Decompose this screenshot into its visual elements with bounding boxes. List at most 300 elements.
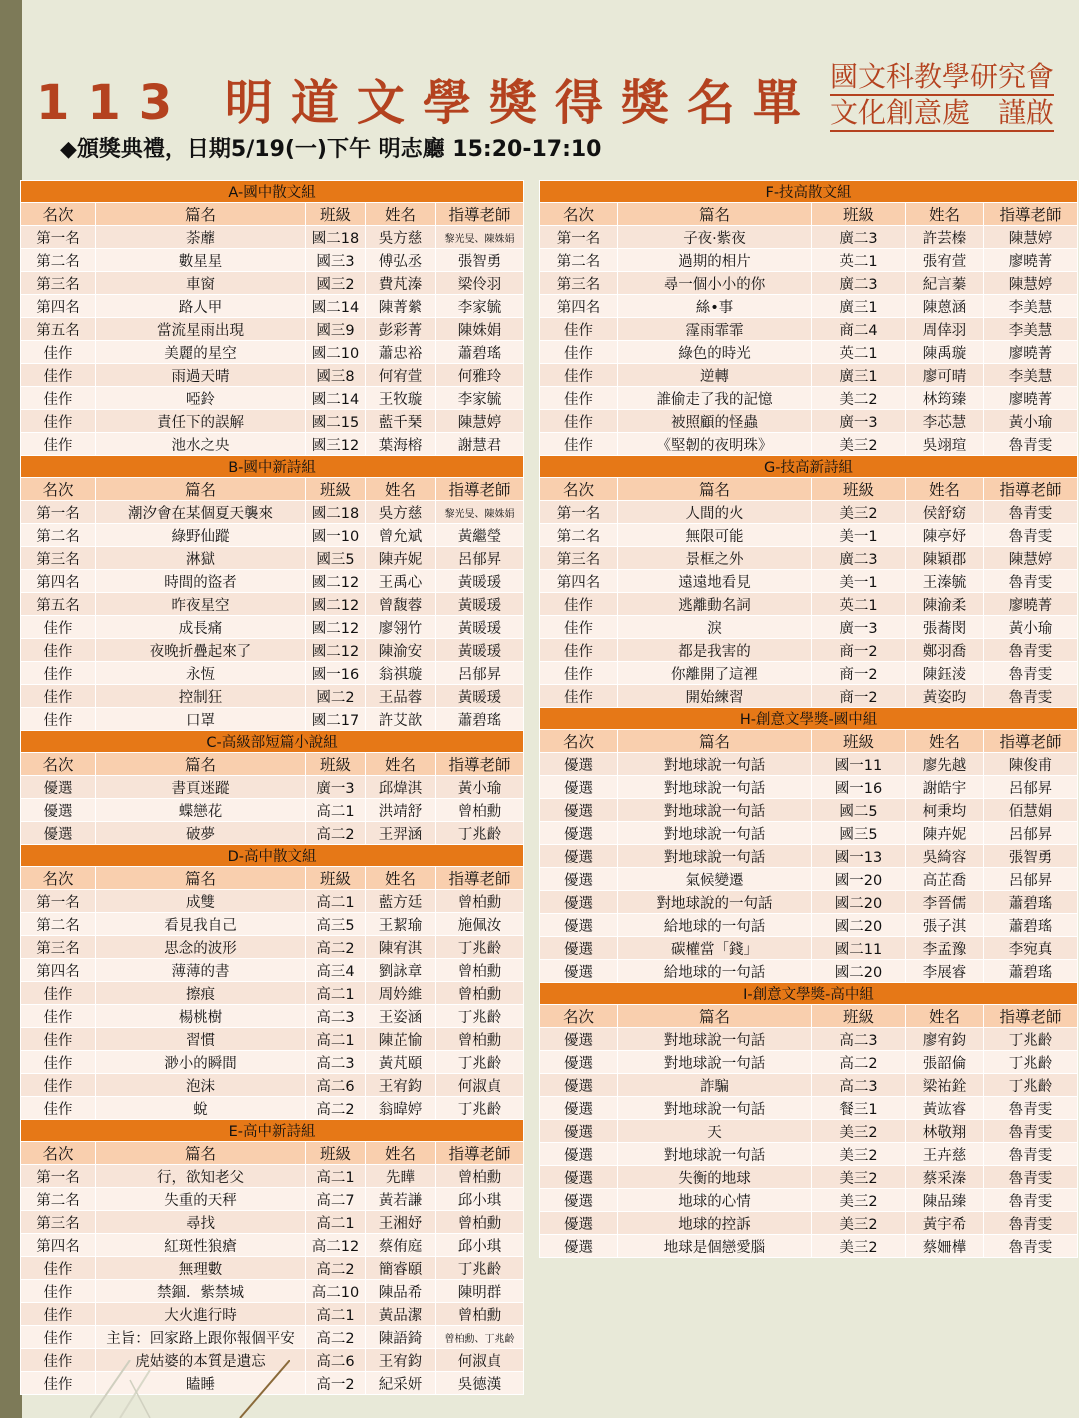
section-title: E-高中新詩組 (21, 1120, 524, 1142)
column-header-work: 篇名 (618, 478, 812, 501)
student-name-cell: 王絜瑜 (366, 913, 436, 936)
work-title-cell: 詐騙 (618, 1074, 812, 1097)
work-title-cell: 子夜·紫夜 (618, 226, 812, 249)
student-name-cell: 廖先越 (906, 753, 984, 776)
column-header-work: 篇名 (618, 203, 812, 226)
class-cell: 國二20 (812, 914, 906, 937)
rank-cell: 優選 (540, 868, 618, 891)
rank-cell: 佳作 (540, 593, 618, 616)
teacher-cell: 黎光旻、陳姝娟 (436, 501, 524, 524)
student-name-cell: 周妗維 (366, 982, 436, 1005)
teacher-cell: 丁兆齡 (436, 1051, 524, 1074)
teacher-cell: 呂郁昇 (984, 822, 1078, 845)
table-row (540, 1074, 1078, 1097)
teacher-cell: 陳慧婷 (984, 226, 1078, 249)
column-header-work: 篇名 (96, 867, 306, 890)
class-cell: 國一13 (812, 845, 906, 868)
work-title-cell: 荼蘼 (96, 226, 306, 249)
teacher-cell: 陳明群 (436, 1280, 524, 1303)
student-name-cell: 李晉儒 (906, 891, 984, 914)
rank-cell: 第二名 (540, 524, 618, 547)
rank-cell: 佳作 (21, 708, 96, 731)
column-header-rank: 名次 (540, 730, 618, 753)
student-name-cell: 翁暐婷 (366, 1097, 436, 1120)
class-cell: 高二1 (306, 1165, 366, 1188)
teacher-cell: 廖曉菁 (984, 593, 1078, 616)
teacher-cell: 黃暖瑗 (436, 685, 524, 708)
student-name-cell: 王羿涵 (366, 822, 436, 845)
column-header-name: 姓名 (906, 203, 984, 226)
rank-cell: 優選 (540, 753, 618, 776)
class-cell: 國二14 (306, 295, 366, 318)
student-name-cell: 王品蓉 (366, 685, 436, 708)
rank-cell: 第三名 (21, 272, 96, 295)
rank-cell: 第一名 (21, 501, 96, 524)
rank-cell: 佳作 (540, 341, 618, 364)
work-title-cell: 逃離動名詞 (618, 593, 812, 616)
work-title-cell: 責任下的誤解 (96, 410, 306, 433)
rank-cell: 第二名 (21, 913, 96, 936)
student-name-cell: 陳芷愉 (366, 1028, 436, 1051)
table-row (540, 547, 1078, 570)
work-title-cell: 時間的盜者 (96, 570, 306, 593)
rank-cell: 優選 (540, 776, 618, 799)
class-cell: 國二5 (812, 799, 906, 822)
work-title-cell: 對地球說一句話 (618, 799, 812, 822)
student-name-cell: 陳語錡 (366, 1326, 436, 1349)
student-name-cell: 蔡侑庭 (366, 1234, 436, 1257)
rank-cell: 優選 (540, 1074, 618, 1097)
work-title-cell: 地球的控訴 (618, 1212, 812, 1235)
class-cell: 廣一3 (812, 410, 906, 433)
student-name-cell: 先瞱 (366, 1165, 436, 1188)
teacher-cell: 魯青雯 (984, 1097, 1078, 1120)
student-name-cell: 陳鈺淩 (906, 662, 984, 685)
class-cell: 商一2 (812, 639, 906, 662)
column-header-class: 班級 (812, 203, 906, 226)
class-cell: 高二2 (306, 1257, 366, 1280)
class-cell: 廣三1 (812, 364, 906, 387)
rank-cell: 佳作 (540, 364, 618, 387)
work-title-cell: 習慣 (96, 1028, 306, 1051)
student-name-cell: 王牧璇 (366, 387, 436, 410)
work-title-cell: 昨夜星空 (96, 593, 306, 616)
class-cell: 高二6 (306, 1349, 366, 1372)
rank-cell: 優選 (540, 914, 618, 937)
rank-cell: 第一名 (21, 226, 96, 249)
table-row (540, 1051, 1078, 1074)
rank-cell: 第四名 (21, 1234, 96, 1257)
column-header-work: 篇名 (96, 1142, 306, 1165)
student-name-cell: 黃姿昀 (906, 685, 984, 708)
class-cell: 國一20 (812, 868, 906, 891)
column-header-work: 篇名 (618, 1005, 812, 1028)
class-cell: 高二1 (306, 890, 366, 913)
teacher-cell: 黎光旻、陳姝娟 (436, 226, 524, 249)
left-column (20, 180, 523, 1395)
work-title-cell: 對地球說一句話 (618, 1028, 812, 1051)
class-cell: 國一16 (306, 662, 366, 685)
work-title-cell: 口罩 (96, 708, 306, 731)
teacher-cell: 曾柏勳 (436, 1028, 524, 1051)
column-header-name: 姓名 (366, 753, 436, 776)
class-cell: 國二20 (812, 891, 906, 914)
teacher-cell: 謝慧君 (436, 433, 524, 456)
rank-cell: 第三名 (21, 547, 96, 570)
section-header-row (21, 1120, 524, 1142)
class-cell: 廣二3 (812, 226, 906, 249)
class-cell: 國三3 (306, 249, 366, 272)
column-header-class: 班級 (812, 1005, 906, 1028)
class-cell: 廣一3 (306, 776, 366, 799)
work-title-cell: 遠遠地看見 (618, 570, 812, 593)
work-title-cell: 蝶戀花 (96, 799, 306, 822)
class-cell: 高二1 (306, 1211, 366, 1234)
rank-cell: 優選 (540, 1143, 618, 1166)
table-row (21, 1005, 524, 1028)
work-title-cell: 大火進行時 (96, 1303, 306, 1326)
column-header-row (21, 1142, 524, 1165)
table-row (21, 662, 524, 685)
student-name-cell: 陳菁縈 (366, 295, 436, 318)
section-header-row (21, 731, 524, 753)
teacher-cell: 蕭碧瑤 (984, 914, 1078, 937)
rank-cell: 優選 (540, 1212, 618, 1235)
work-title-cell: 尋一個小小的你 (618, 272, 812, 295)
work-title-cell: 渺小的瞬間 (96, 1051, 306, 1074)
class-cell: 廣二3 (812, 272, 906, 295)
table-row (21, 341, 524, 364)
teacher-cell: 李美慧 (984, 364, 1078, 387)
teacher-cell: 何雅玲 (436, 364, 524, 387)
class-cell: 高三4 (306, 959, 366, 982)
table-row (540, 868, 1078, 891)
teacher-cell: 廖曉菁 (984, 387, 1078, 410)
section-header-row (540, 181, 1078, 203)
class-cell: 國二10 (306, 341, 366, 364)
work-title-cell: 失衡的地球 (618, 1166, 812, 1189)
teacher-cell: 邱小琪 (436, 1188, 524, 1211)
work-title-cell: 夜晚折疊起來了 (96, 639, 306, 662)
work-title-cell: 潮汐會在某個夏天襲來 (96, 501, 306, 524)
student-name-cell: 林筠臻 (906, 387, 984, 410)
table-row (21, 1280, 524, 1303)
teacher-cell: 黃暖瑗 (436, 616, 524, 639)
class-cell: 高二2 (306, 1326, 366, 1349)
rank-cell: 優選 (540, 937, 618, 960)
table-row (21, 890, 524, 913)
class-cell: 國一11 (812, 753, 906, 776)
class-cell: 英二1 (812, 341, 906, 364)
work-title-cell: 書頁迷蹤 (96, 776, 306, 799)
student-name-cell: 謝皓宇 (906, 776, 984, 799)
teacher-cell: 呂郁昇 (436, 662, 524, 685)
work-title-cell: 對地球說一句話 (618, 776, 812, 799)
work-title-cell: 地球是個戀愛腦 (618, 1235, 812, 1258)
rank-cell: 優選 (21, 822, 96, 845)
table-row (540, 822, 1078, 845)
column-header-work: 篇名 (96, 753, 306, 776)
student-name-cell: 許艾歆 (366, 708, 436, 731)
student-name-cell: 張子淇 (906, 914, 984, 937)
class-cell: 高二6 (306, 1074, 366, 1097)
class-cell: 高二1 (306, 1028, 366, 1051)
left-decorative-bar (0, 0, 22, 1418)
table-row (540, 433, 1078, 456)
student-name-cell: 傅弘丞 (366, 249, 436, 272)
table-row (540, 364, 1078, 387)
class-cell: 高二2 (306, 936, 366, 959)
work-title-cell: 你離開了這裡 (618, 662, 812, 685)
rank-cell: 佳作 (21, 639, 96, 662)
section-header-row (21, 845, 524, 867)
teacher-cell: 吳德漢 (436, 1372, 524, 1395)
table-row (540, 295, 1078, 318)
column-header-rank: 名次 (21, 753, 96, 776)
column-header-row (21, 478, 524, 501)
student-name-cell: 陳渝安 (366, 639, 436, 662)
rank-cell: 優選 (540, 1189, 618, 1212)
class-cell: 國二14 (306, 387, 366, 410)
student-name-cell: 翁祺璇 (366, 662, 436, 685)
table-row (540, 891, 1078, 914)
student-name-cell: 葉海榕 (366, 433, 436, 456)
student-name-cell: 高芷喬 (906, 868, 984, 891)
rank-cell: 優選 (540, 1235, 618, 1258)
work-title-cell: 對地球說一句話 (618, 1143, 812, 1166)
table-row (540, 501, 1078, 524)
column-header-name: 姓名 (906, 1005, 984, 1028)
student-name-cell: 王溱毓 (906, 570, 984, 593)
teacher-cell: 李美慧 (984, 318, 1078, 341)
teacher-cell: 丁兆齡 (436, 1097, 524, 1120)
page-header (30, 60, 1070, 170)
organizer-line-2: 文化創意處 謹啟 (830, 96, 1054, 132)
teacher-cell: 丁兆齡 (984, 1028, 1078, 1051)
table-row (540, 1143, 1078, 1166)
table-row (21, 685, 524, 708)
teacher-cell: 蕭碧瑤 (436, 708, 524, 731)
table-row (21, 318, 524, 341)
student-name-cell: 黃芃頤 (366, 1051, 436, 1074)
student-name-cell: 陳亭妤 (906, 524, 984, 547)
student-name-cell: 彭彩菁 (366, 318, 436, 341)
class-cell: 國一10 (306, 524, 366, 547)
table-row (540, 799, 1078, 822)
class-cell: 高二3 (812, 1028, 906, 1051)
column-header-row (21, 867, 524, 890)
work-title-cell: 誰偷走了我的記憶 (618, 387, 812, 410)
class-cell: 國二2 (306, 685, 366, 708)
student-name-cell: 藍千琹 (366, 410, 436, 433)
student-name-cell: 侯舒窈 (906, 501, 984, 524)
rank-cell: 第一名 (540, 226, 618, 249)
teacher-cell: 何淑貞 (436, 1074, 524, 1097)
class-cell: 國二20 (812, 960, 906, 983)
student-name-cell: 柯秉均 (906, 799, 984, 822)
work-title-cell: 永恆 (96, 662, 306, 685)
teacher-cell: 陳慧婷 (984, 547, 1078, 570)
rank-cell: 佳作 (21, 982, 96, 1005)
work-title-cell: 對地球說一句話 (618, 753, 812, 776)
rank-cell: 優選 (540, 845, 618, 868)
work-title-cell: 過期的相片 (618, 249, 812, 272)
rank-cell: 佳作 (21, 387, 96, 410)
teacher-cell: 黃小瑜 (984, 410, 1078, 433)
teacher-cell: 李美慧 (984, 295, 1078, 318)
class-cell: 美一1 (812, 524, 906, 547)
teacher-cell: 魯青雯 (984, 1235, 1078, 1258)
column-header-teacher: 指導老師 (984, 1005, 1078, 1028)
table-row (21, 708, 524, 731)
work-title-cell: 給地球的一句話 (618, 960, 812, 983)
table-row (540, 616, 1078, 639)
rank-cell: 佳作 (21, 1257, 96, 1280)
class-cell: 國二15 (306, 410, 366, 433)
table-row (21, 1074, 524, 1097)
column-header-name: 姓名 (366, 867, 436, 890)
student-name-cell: 蔡采溱 (906, 1166, 984, 1189)
work-title-cell: 主旨：回家路上跟你報個平安 (96, 1326, 306, 1349)
class-cell: 美一1 (812, 570, 906, 593)
teacher-cell: 丁兆齡 (436, 1257, 524, 1280)
column-header-class: 班級 (306, 1142, 366, 1165)
work-title-cell: 蛻 (96, 1097, 306, 1120)
student-name-cell: 蔡姍樺 (906, 1235, 984, 1258)
table-row (540, 845, 1078, 868)
class-cell: 商一2 (812, 685, 906, 708)
column-header-rank: 名次 (21, 203, 96, 226)
work-title-cell: 給地球的一句話 (618, 914, 812, 937)
column-header-rank: 名次 (21, 867, 96, 890)
work-title-cell: 當流星雨出現 (96, 318, 306, 341)
student-name-cell: 吳方慈 (366, 226, 436, 249)
class-cell: 國二18 (306, 501, 366, 524)
work-title-cell: 成長痛 (96, 616, 306, 639)
table-row (540, 1235, 1078, 1258)
table-row (21, 913, 524, 936)
table-row (21, 982, 524, 1005)
table-row (21, 364, 524, 387)
work-title-cell: 淋獄 (96, 547, 306, 570)
table-row (21, 1303, 524, 1326)
section-header-row (540, 456, 1078, 478)
teacher-cell: 黃暖瑗 (436, 639, 524, 662)
table-row (21, 501, 524, 524)
student-name-cell: 王卉慈 (906, 1143, 984, 1166)
class-cell: 廣二3 (812, 547, 906, 570)
student-name-cell: 何宥萱 (366, 364, 436, 387)
column-header-name: 姓名 (366, 203, 436, 226)
class-cell: 廣一3 (812, 616, 906, 639)
rank-cell: 第五名 (21, 318, 96, 341)
teacher-cell: 黃暖瑗 (436, 570, 524, 593)
class-cell: 國三5 (812, 822, 906, 845)
work-title-cell: 地球的心情 (618, 1189, 812, 1212)
teacher-cell: 曾柏勳 (436, 890, 524, 913)
table-row (540, 1120, 1078, 1143)
student-name-cell: 陳宥淇 (366, 936, 436, 959)
class-cell: 國二12 (306, 593, 366, 616)
table-row (21, 433, 524, 456)
rank-cell: 第一名 (21, 1165, 96, 1188)
class-cell: 美三2 (812, 1235, 906, 1258)
rank-cell: 第二名 (21, 1188, 96, 1211)
class-cell: 高二1 (306, 982, 366, 1005)
teacher-cell: 黃繼瑩 (436, 524, 524, 547)
rank-cell: 佳作 (540, 616, 618, 639)
rank-cell: 佳作 (540, 318, 618, 341)
teacher-cell: 丁兆齡 (984, 1074, 1078, 1097)
student-name-cell: 黃宇希 (906, 1212, 984, 1235)
work-title-cell: 都是我害的 (618, 639, 812, 662)
work-title-cell: 破夢 (96, 822, 306, 845)
column-header-work: 篇名 (96, 203, 306, 226)
rank-cell: 佳作 (21, 1326, 96, 1349)
column-header-name: 姓名 (906, 730, 984, 753)
class-cell: 國三2 (306, 272, 366, 295)
student-name-cell: 廖宥鈞 (906, 1028, 984, 1051)
teacher-cell: 曾柏勳 (436, 799, 524, 822)
student-name-cell: 梁祐銓 (906, 1074, 984, 1097)
teacher-cell: 丁兆齡 (436, 822, 524, 845)
table-row (21, 1257, 524, 1280)
class-cell: 國二18 (306, 226, 366, 249)
table-row (21, 1097, 524, 1120)
teacher-cell: 魯青雯 (984, 639, 1078, 662)
column-header-teacher: 指導老師 (436, 203, 524, 226)
student-name-cell: 張宥萱 (906, 249, 984, 272)
work-title-cell: 數星星 (96, 249, 306, 272)
rank-cell: 優選 (540, 1028, 618, 1051)
rank-cell: 佳作 (21, 662, 96, 685)
table-row (21, 822, 524, 845)
class-cell: 高二2 (812, 1051, 906, 1074)
work-title-cell: 楊桃樹 (96, 1005, 306, 1028)
teacher-cell: 曾柏勳 (436, 1211, 524, 1234)
work-title-cell: 路人甲 (96, 295, 306, 318)
table-row (21, 547, 524, 570)
class-cell: 高二12 (306, 1234, 366, 1257)
student-name-cell: 藍方廷 (366, 890, 436, 913)
class-cell: 高一2 (306, 1372, 366, 1395)
student-name-cell: 李芯慧 (906, 410, 984, 433)
student-name-cell: 紀言蓁 (906, 272, 984, 295)
class-cell: 美三2 (812, 1166, 906, 1189)
column-header-rank: 名次 (21, 478, 96, 501)
class-cell: 美三2 (812, 433, 906, 456)
class-cell: 國二12 (306, 616, 366, 639)
rank-cell: 優選 (21, 776, 96, 799)
column-header-row (540, 730, 1078, 753)
class-cell: 高二3 (306, 1005, 366, 1028)
teacher-cell: 魯青雯 (984, 1120, 1078, 1143)
student-name-cell: 吳綺容 (906, 845, 984, 868)
teacher-cell: 魯青雯 (984, 433, 1078, 456)
class-cell: 國三9 (306, 318, 366, 341)
column-header-row (540, 478, 1078, 501)
rank-cell: 佳作 (21, 1349, 96, 1372)
teacher-cell: 呂郁昇 (436, 547, 524, 570)
table-row (540, 226, 1078, 249)
ceremony-info: ◆頒獎典禮，日期5/19(一)下午 明志廳 15:20-17:10 (60, 137, 602, 162)
work-title-cell: 成雙 (96, 890, 306, 913)
table-row (540, 570, 1078, 593)
class-cell: 商二4 (812, 318, 906, 341)
rank-cell: 第二名 (540, 249, 618, 272)
rank-cell: 第三名 (21, 936, 96, 959)
work-title-cell: 失重的天秤 (96, 1188, 306, 1211)
